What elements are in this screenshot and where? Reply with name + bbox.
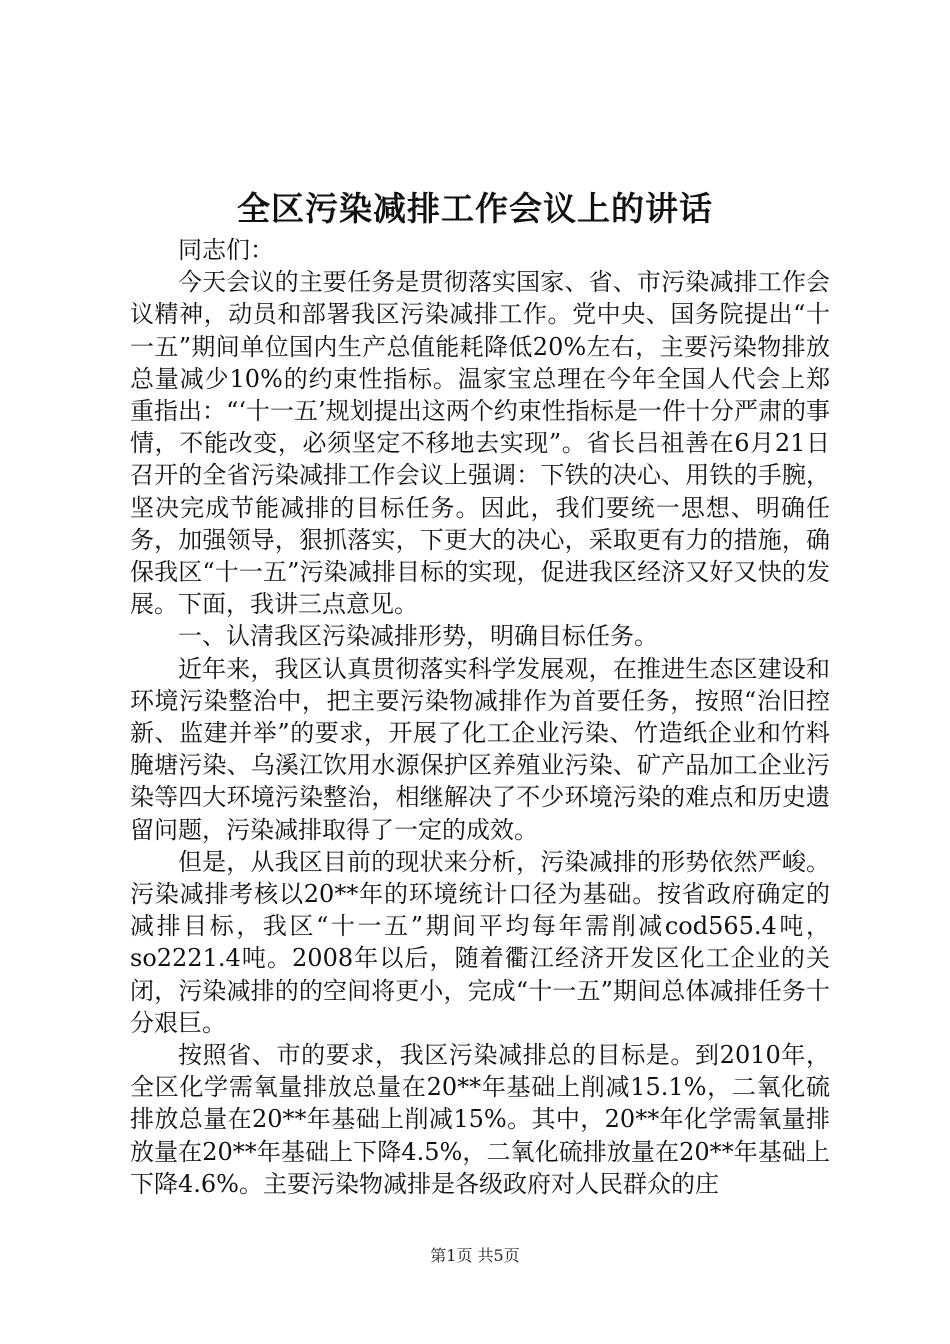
body-paragraph: 但是，从我区目前的现状来分析，污染减排的形势依然严峻。污染减排考核以20**年的环境统计口径为基础。按省政府确定的减排目标，我区“十一五”期间平均每年需削减cod565.4吨，so2221.4吨。2008年以后，随着衢江经济开发区化工企业的关闭，污染减排的的空间将更小，完成“十一五”期间总体减排任务十分艰巨。 [130,847,830,1037]
document-title: 全区污染减排工作会议上的讲话 [237,189,713,228]
page-number-footer: 第1页 共5页 [430,1246,520,1265]
document-body [130,234,830,1200]
section-heading: 一、认清我区污染减排形势，明确目标任务。 [178,622,658,651]
body-paragraph: 按照省、市的要求，我区污染减排总的目标是。到2010年，全区化学需氧量排放总量在20**年基础上削减15.1%，二氧化硫排放总量在20**年基础上削减15%。其中，20**年化学需氧量排放量在20**年基础上下降4.5%，二氧化硫排放量在20**年基础上下降4.6%。主要污染物减排是各级政府对人民群众的庄 [130,1041,830,1198]
salutation-paragraph: 同志们： [178,236,274,264]
intro-paragraph: 今天会议的主要任务是贯彻落实国家、省、市污染减排工作会议精神，动员和部署我区污染减排工作。党中央、国务院提出“十一五”期间单位国内生产总值能耗降低20%左右，主要污染物排放总量减少10%的约束性指标。温家宝总理在今年全国人代会上郑重指出：“‘十一五’规划提出这两个约束性指标是一件十分严肃的事情，不能改变，必须坚定不移地去实现”。省长吕祖善在6月21日召开的全省污染减排工作会议上强调：下铁的决心、用铁的手腕，坚决完成节能减排的目标任务。因此，我们要统一思想、明确任务，加强领导，狠抓落实，下更大的决心，采取更有力的措施，确保我区“十一五”污染减排目标的实现，促进我区经济又好又快的发展。下面，我讲三点意见。 [130,268,830,619]
body-paragraph: 近年来，我区认真贯彻落实科学发展观，在推进生态区建设和环境污染整治中，把主要污染物减排作为首要任务，按照“治旧控新、监建并举”的要求，开展了化工企业污染、竹造纸企业和竹料腌塘污染、乌溪江饮用水源保护区养殖业污染、矿产品加工企业污染等四大环境污染整治，相继解决了不少环境污染的难点和历史遗留问题，污染减排取得了一定的成效。 [130,654,830,844]
